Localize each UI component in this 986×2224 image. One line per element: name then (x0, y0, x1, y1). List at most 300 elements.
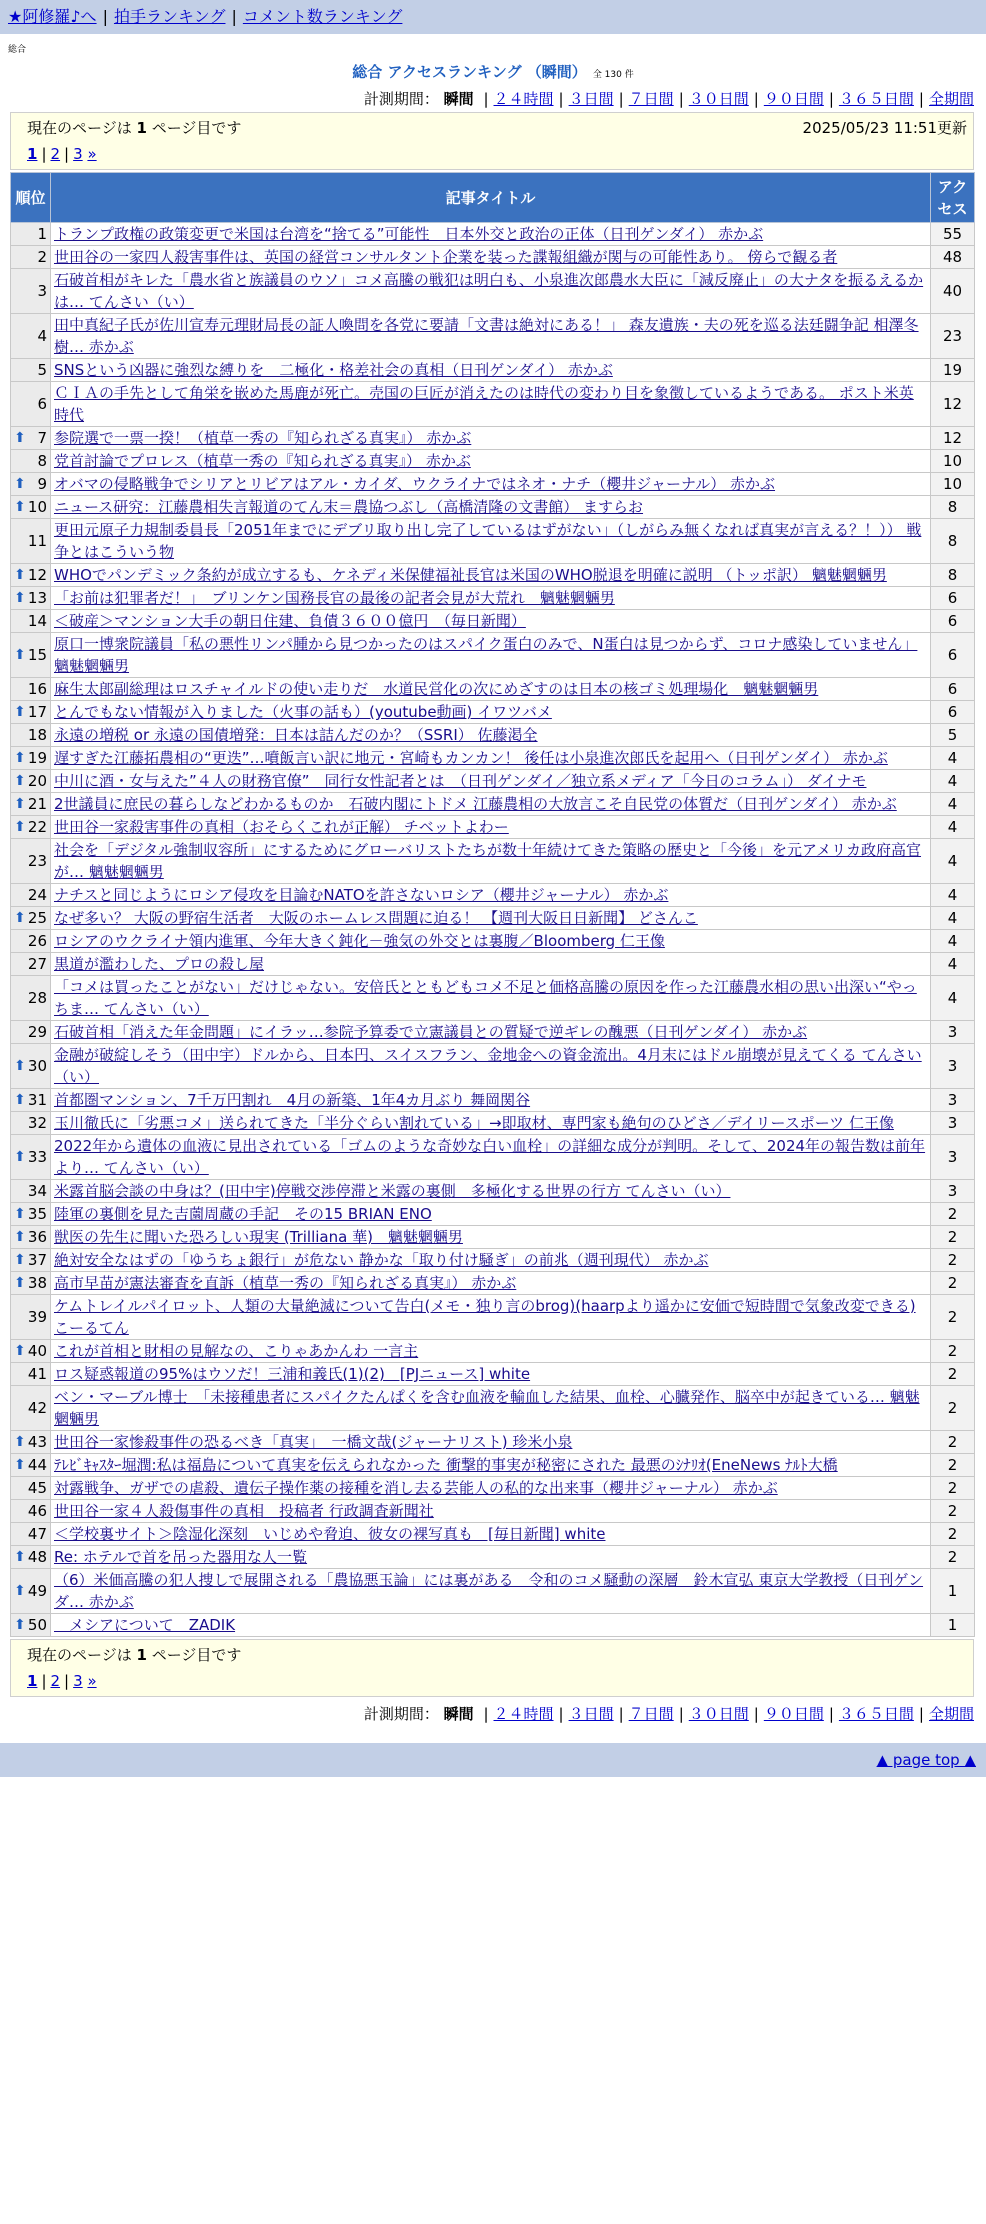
rank-cell (11, 564, 51, 587)
period-option-link[interactable]: ３６５日間 (838, 1705, 914, 1723)
article-title-link[interactable]: 石破首相「消えた年金問題」にイラッ…参院予算委で立憲議員との質疑で逆ギレの醜悪（日刊ゲンダイ） 赤かぶ (54, 1023, 808, 1041)
table-row (11, 564, 975, 587)
period-separator: | (483, 1705, 489, 1723)
arrow-up-icon: ⬆ (14, 1275, 26, 1291)
rank-cell (11, 610, 51, 633)
page-link[interactable]: 3 (73, 1672, 83, 1690)
title-cell (51, 1180, 931, 1203)
rank-cell (11, 427, 51, 450)
arrow-up-icon: ⬆ (14, 1549, 26, 1565)
total-count: 全 130 件 (592, 70, 634, 80)
rank-number: 6 (37, 395, 47, 413)
pager-bottom (10, 1639, 974, 1697)
rank-cell (11, 930, 51, 953)
arrow-up-icon: ⬆ (14, 1343, 26, 1359)
article-title-link[interactable]: 党首討論でプロレス（植草一秀の『知られざる真実』） 赤かぶ (54, 452, 471, 470)
arrow-up-icon: ⬆ (14, 1583, 26, 1599)
article-title-link[interactable]: SNSという凶器に強烈な縛りを 二極化・格差社会の真相（日刊ゲンダイ） 赤かぶ (54, 361, 613, 379)
article-title-link[interactable]: 世田谷一家４人殺傷事件の真相 投稿者 行政調査新聞社 (54, 1502, 434, 1520)
article-title-link[interactable]: 金融が破綻しそう（田中宇）ドルから、日本円、スイスフラン、金地金への資金流出。4月末にはドル崩壊が見えてくる てんさい（い） (54, 1046, 922, 1086)
article-title-link[interactable]: 陸軍の裏側を見た吉薗周蔵の手記 その15 BRIAN ENO (54, 1205, 432, 1223)
arrow-up-icon: ⬆ (14, 1434, 26, 1450)
rank-cell (11, 1500, 51, 1523)
rank-cell (11, 587, 51, 610)
table-row (11, 1431, 975, 1454)
page-title (0, 61, 986, 82)
arrow-up-icon: ⬆ (14, 773, 26, 789)
period-label: 計測期間： (363, 90, 439, 108)
rank-number: 9 (37, 475, 47, 493)
rank-number: 7 (37, 429, 47, 447)
access-count: 3 (931, 1112, 975, 1135)
period-separator: | (828, 90, 834, 108)
article-title-link[interactable]: オバマの侵略戦争でシリアとリビアはアル・カイダ、ウクライナではネオ・ナチ（櫻井ジャーナル） 赤かぶ (54, 475, 776, 493)
table-row (11, 519, 975, 564)
arrow-up-icon: ⬆ (14, 499, 26, 515)
article-title-link[interactable]: 世田谷一家惨殺事件の恐るべき「真実」 一橋文哉(ジャーナリスト) 珍米小泉 (54, 1433, 573, 1451)
access-count: 4 (931, 976, 975, 1021)
rank-cell (11, 1249, 51, 1272)
table-row (11, 1089, 975, 1112)
article-title-link[interactable]: 米露首脳会談の中身は？(田中宇)停戦交渉停滞と米露の裏側 多極化する世界の行方 てんさい（い） (54, 1182, 731, 1200)
rank-number: 16 (27, 680, 47, 698)
ranking-title-text: 総合 アクセスランキング （瞬間） (352, 63, 587, 81)
period-current: 瞬間 (443, 1705, 474, 1723)
rank-number: 45 (27, 1479, 47, 1497)
rank-number: 20 (27, 772, 47, 790)
article-title-link[interactable]: 更田元原子力規制委員長「2051年までにデブリ取り出し完了しているはずがない」（しがらみ無くなれば真実が言える？！）） 戦争とはこういう物 (54, 521, 922, 561)
period-separator: | (483, 90, 489, 108)
rank-number: 37 (27, 1251, 47, 1269)
period-option-link[interactable]: ９０日間 (763, 1705, 824, 1723)
rank-number: 17 (27, 703, 47, 721)
rank-number: 42 (27, 1399, 47, 1417)
article-title-link[interactable]: 世田谷一家殺害事件の真相（おそらくこれが正解） チベットよわー (54, 818, 509, 836)
access-count: 4 (931, 747, 975, 770)
title-cell (51, 1431, 931, 1454)
article-title-link[interactable]: 遅すぎた江藤拓農相の“更迭”…噴飯言い訳に地元・宮崎もカンカン！ 後任は小泉進次郎氏を起用へ（日刊ゲンダイ） 赤かぶ (54, 749, 888, 767)
article-title-link[interactable]: 玉川徹氏に「劣悪コメ」送られてきた「半分ぐらい割れている」→即取材、専門家も絶句のひどさ／デイリースポーツ 仁王像 (54, 1114, 894, 1132)
period-separator: | (678, 1705, 684, 1723)
access-count: 48 (931, 246, 975, 269)
comment-ranking-link[interactable]: コメント数ランキング (242, 7, 403, 26)
period-separator: | (918, 1705, 924, 1723)
rank-cell (11, 724, 51, 747)
period-option-link[interactable]: ９０日間 (763, 90, 824, 108)
article-title-link[interactable]: なぜ多い？ 大阪の野宿生活者 大阪のホームレス問題に迫る！ 【週刊大阪日日新聞】 どさんこ (54, 909, 698, 927)
title-cell (51, 610, 931, 633)
rank-cell (11, 1203, 51, 1226)
access-count: 8 (931, 564, 975, 587)
arrow-up-icon: ⬆ (14, 647, 26, 663)
rank-number: 5 (37, 361, 47, 379)
title-cell (51, 976, 931, 1021)
article-title-link[interactable]: 田中真紀子氏が佐川宣寿元理財局長の証人喚問を各党に要請「文書は絶対にある！」 森友遺族・夫の死を巡る法廷闘争記 相澤冬樹… 赤かぶ (54, 316, 919, 356)
rank-number: 33 (27, 1148, 47, 1166)
title-cell (51, 953, 931, 976)
access-count: 2 (931, 1454, 975, 1477)
title-cell (51, 1226, 931, 1249)
period-option-link[interactable]: ３０日間 (688, 1705, 749, 1723)
access-count: 3 (931, 1135, 975, 1180)
article-title-link[interactable]: 対露戦争、ガザでの虐殺、遺伝子操作薬の接種を消し去る芸能人の私的な出来事（櫻井ジャーナル） 赤かぶ (54, 1479, 778, 1497)
article-title-link[interactable]: Re: ホテルで首を吊った器用な人一覧 (54, 1548, 308, 1566)
access-count: 2 (931, 1386, 975, 1431)
table-row (11, 1249, 975, 1272)
access-count: 6 (931, 701, 975, 724)
arrow-up-icon: ⬆ (14, 1229, 26, 1245)
title-cell (51, 1386, 931, 1431)
title-cell (51, 1477, 931, 1500)
rank-number: 49 (27, 1582, 47, 1600)
table-row (11, 610, 975, 633)
period-separator: | (558, 1705, 564, 1723)
access-count: 1 (931, 1569, 975, 1614)
table-row (11, 1340, 975, 1363)
table-row (11, 587, 975, 610)
page-separator: | (64, 145, 70, 163)
rank-number: 27 (27, 955, 47, 973)
top-nav-bar (0, 0, 986, 34)
table-row (11, 1454, 975, 1477)
access-count: 23 (931, 314, 975, 359)
nav-separator: | (102, 7, 108, 26)
access-count: 10 (931, 450, 975, 473)
table-row (11, 884, 975, 907)
table-row (11, 1044, 975, 1089)
title-cell (51, 907, 931, 930)
table-row (11, 839, 975, 884)
col-title-header: 記事タイトル (51, 173, 931, 223)
title-cell (51, 359, 931, 382)
access-count: 2 (931, 1523, 975, 1546)
article-title-link[interactable]: ﾃﾚﾋﾞｷｬｽﾀｰ堀潤:私は福島について真実を伝えられなかった 衝撃的事実が秘密にされた 最悪のｼﾅﾘｵ(EneNews ﾅﾙﾄ大橋 (54, 1456, 838, 1474)
title-cell (51, 382, 931, 427)
rank-number: 4 (37, 327, 47, 345)
period-option-link[interactable]: ７日間 (628, 90, 674, 108)
period-selector-top (0, 88, 986, 110)
article-title-link[interactable]: 世田谷の一家四人殺害事件は、英国の経営コンサルタント企業を装った諜報組織が関与の可能性あり。 傍らで観る者 (54, 248, 838, 266)
table-row (11, 1500, 975, 1523)
rank-cell (11, 884, 51, 907)
access-count: 4 (931, 907, 975, 930)
page-separator: | (41, 145, 47, 163)
title-cell (51, 816, 931, 839)
period-option-link[interactable]: ３日間 (568, 1705, 614, 1723)
table-row (11, 314, 975, 359)
access-count: 4 (931, 793, 975, 816)
access-count: 2 (931, 1249, 975, 1272)
article-title-link[interactable]: 「お前は犯罪者だ！」 ブリンケン国務長官の最後の記者会見が大荒れ 魑魅魍魎男 (54, 589, 615, 607)
table-row (11, 724, 975, 747)
table-row (11, 1112, 975, 1135)
rank-cell (11, 519, 51, 564)
period-option-link[interactable]: 全期間 (928, 90, 974, 108)
next-page-link[interactable]: » (87, 1672, 97, 1690)
access-count: 3 (931, 1044, 975, 1089)
rank-cell (11, 976, 51, 1021)
rank-number: 21 (27, 795, 47, 813)
page-links (27, 1668, 97, 1694)
title-cell (51, 1454, 931, 1477)
period-option-link[interactable]: 全期間 (928, 1705, 974, 1723)
title-cell (51, 1272, 931, 1295)
article-title-link[interactable]: とんでもない情報が入りました（火事の話も）(youtube動画) イワツバメ (54, 703, 552, 721)
period-separator: | (918, 90, 924, 108)
title-cell (51, 564, 931, 587)
table-row (11, 1180, 975, 1203)
rank-cell (11, 793, 51, 816)
rank-number: 43 (27, 1433, 47, 1451)
updated-timestamp: 2025/05/23 11:51更新 (802, 119, 967, 137)
period-option-link[interactable]: ３６５日間 (838, 90, 914, 108)
table-row (11, 450, 975, 473)
access-count: 12 (931, 427, 975, 450)
rank-number: 8 (37, 452, 47, 470)
period-separator: | (618, 1705, 624, 1723)
title-cell (51, 223, 931, 246)
article-title-link[interactable]: WHOでパンデミック条約が成立するも、ケネディ米保健福祉長官は米国のWHO脱退を明確に説明 （トッポ訳） 魑魅魍魎男 (54, 566, 887, 584)
access-count: 4 (931, 884, 975, 907)
access-count: 2 (931, 1226, 975, 1249)
title-cell (51, 587, 931, 610)
article-title-link[interactable]: 2世議員に庶民の暮らしなどわかるものか 石破内閣にトドメ 江藤農相の大放言こそ自民党の体質だ（日刊ゲンダイ） 赤かぶ (54, 795, 897, 813)
rank-cell (11, 1569, 51, 1614)
rank-cell (11, 1089, 51, 1112)
title-cell (51, 1500, 931, 1523)
table-row (11, 1523, 975, 1546)
rank-number: 15 (27, 646, 47, 664)
period-option-link[interactable]: ３０日間 (688, 90, 749, 108)
article-title-link[interactable]: 社会を「デジタル強制収容所」にするためにグローバリストたちが数十年続けてきた策略の歴史と「今後」を元アメリカ政府高官が… 魑魅魍魎男 (54, 841, 922, 881)
rank-number: 19 (27, 749, 47, 767)
access-count: 19 (931, 359, 975, 382)
access-count: 2 (931, 1546, 975, 1569)
article-title-link[interactable]: ケムトレイルパイロット、人類の大量絶滅について告白(メモ・独り言のbrog)(haarpより遥かに安価で短時間で気象改変できる) こーるてん (54, 1297, 916, 1337)
section-label: 総合 (8, 45, 27, 55)
title-cell (51, 1614, 931, 1637)
table-row (11, 953, 975, 976)
period-label: 計測期間： (363, 1705, 439, 1723)
title-cell (51, 1249, 931, 1272)
rank-cell (11, 269, 51, 314)
arrow-up-icon: ⬆ (14, 1058, 26, 1074)
title-cell (51, 1112, 931, 1135)
page-link[interactable]: 2 (50, 1672, 61, 1690)
title-cell (51, 839, 931, 884)
rank-number: 22 (27, 818, 47, 836)
article-title-link[interactable]: 獣医の先生に聞いた恐ろしい現実 (Trilliana 華) 魑魅魍魎男 (54, 1228, 463, 1246)
table-row (11, 976, 975, 1021)
arrow-up-icon: ⬆ (14, 910, 26, 926)
article-title-link[interactable]: 高市早苗が憲法審査を直訴（植草一秀の『知られざる真実』） 赤かぶ (54, 1274, 517, 1292)
table-row (11, 770, 975, 793)
page-link-current[interactable]: 1 (27, 145, 38, 163)
home-link[interactable]: ★阿修羅♪へ (8, 7, 97, 26)
rank-cell (11, 1477, 51, 1500)
rank-number: 24 (27, 886, 47, 904)
article-title-link[interactable]: 参院選で一票一揆！（植草一秀の『知られざる真実』） 赤かぶ (54, 429, 472, 447)
arrow-up-icon: ⬆ (14, 1252, 26, 1268)
article-title-link[interactable]: ロシアのウクライナ領内進軍、今年大きく鈍化－強気の外交とは裏腹／Bloomberg 仁王像 (54, 932, 665, 950)
rank-number: 12 (27, 566, 47, 584)
title-cell (51, 496, 931, 519)
article-title-link[interactable]: ＣＩＡの手先として角栄を嵌めた馬鹿が死亡。売国の巨匠が消えたのは時代の変わり目を象徴しているようである。 ポスト米英時代 (54, 384, 914, 424)
article-title-link[interactable]: 2022年から遺体の血液に見出されている「ゴムのような奇妙な白い血栓」の詳細な成分が判明。そして、2024年の報告数は前年より… てんさい（い） (54, 1137, 926, 1177)
rank-cell (11, 382, 51, 427)
title-cell (51, 793, 931, 816)
article-title-link[interactable]: 黒道が濫わした、プロの殺し屋 (54, 955, 265, 973)
rank-number: 29 (27, 1023, 47, 1041)
title-cell (51, 1021, 931, 1044)
rank-cell (11, 1180, 51, 1203)
article-title-link[interactable]: メシアについて ZADIK (54, 1616, 236, 1634)
rank-number: 39 (27, 1308, 47, 1326)
title-cell (51, 1546, 931, 1569)
rank-number: 47 (27, 1525, 47, 1543)
access-count: 2 (931, 1340, 975, 1363)
article-title-link[interactable]: 原口一博衆院議員「私の悪性リンパ腫から見つかったのはスパイク蛋白のみで、N蛋白は見つからず、コロナ感染していません」 魑魅魍魎男 (54, 635, 918, 675)
table-row (11, 1386, 975, 1431)
arrow-up-icon: ⬆ (14, 567, 26, 583)
rank-cell (11, 359, 51, 382)
article-title-link[interactable]: これが首相と財相の見解なの、こりゃあかんわ 一言主 (54, 1342, 419, 1360)
access-count: 8 (931, 496, 975, 519)
rank-cell (11, 770, 51, 793)
access-count: 8 (931, 519, 975, 564)
arrow-up-icon: ⬆ (14, 430, 26, 446)
article-title-link[interactable]: 石破首相がキレた「農水省と族議員のウソ」コメ高騰の戦犯は明白も、小泉進次郎農水大臣に「減反廃止」の大ナタを振るえるかは… てんさい（い） (54, 271, 924, 311)
title-cell (51, 473, 931, 496)
period-separator: | (558, 90, 564, 108)
access-count: 4 (931, 770, 975, 793)
title-cell (51, 724, 931, 747)
arrow-up-icon: ⬆ (14, 1206, 26, 1222)
article-title-link[interactable]: ロス疑惑報道の95%はウソだ！三浦和義氏(1)(2) [PJニュース] white (54, 1365, 531, 1383)
access-count: 3 (931, 1089, 975, 1112)
article-title-link[interactable]: トランプ政権の政策変更で米国は台湾を“捨てる”可能性 日本外交と政治の正体（日刊ゲンダイ） 赤かぶ (54, 225, 764, 243)
title-cell (51, 314, 931, 359)
table-row (11, 1569, 975, 1614)
table-row (11, 223, 975, 246)
arrow-up-icon: ⬆ (14, 750, 26, 766)
arrow-up-icon: ⬆ (14, 1092, 26, 1108)
table-row (11, 907, 975, 930)
page-link[interactable]: 2 (50, 145, 61, 163)
article-title-link[interactable]: 「コメは買ったことがない」だけじゃない。安倍氏とともどもコメ不足と価格高騰の原因を作った江藤農水相の思い出深い“やっちま… てんさい（い） (54, 978, 917, 1018)
article-title-link[interactable]: ＜学校裏サイト＞陰湿化深刻 いじめや脅迫、彼女の裸写真も [毎日新聞] white (54, 1525, 606, 1543)
article-title-link[interactable]: 絶対安全なはずの「ゆうちょ銀行」が危ない 静かな「取り付け騒ぎ」の前兆（週刊現代） 赤かぶ (54, 1251, 709, 1269)
rank-cell (11, 1454, 51, 1477)
rank-number: 41 (27, 1365, 47, 1383)
ranking-table (10, 172, 975, 1637)
access-count: 4 (931, 839, 975, 884)
article-title-link[interactable]: 麻生太郎副総理はロスチャイルドの使い走りだ 水道民営化の次にめざすのは日本の核ゴミ処理場化 魑魅魍魎男 (54, 680, 819, 698)
period-option-link[interactable]: ２４時間 (493, 90, 554, 108)
period-option-link[interactable]: ３日間 (568, 90, 614, 108)
title-cell (51, 701, 931, 724)
table-row (11, 1477, 975, 1500)
period-separator: | (753, 90, 759, 108)
rank-cell (11, 1135, 51, 1180)
access-count: 40 (931, 269, 975, 314)
clap-ranking-link[interactable]: 拍手ランキング (113, 7, 226, 26)
rank-cell (11, 816, 51, 839)
rank-cell (11, 496, 51, 519)
access-count: 4 (931, 930, 975, 953)
article-title-link[interactable]: （6）米価高騰の犯人捜しで展開される「農協悪玉論」には裏がある 令和のコメ騒動の深層 鈴木宣弘 東京大学教授（日刊ゲンダ… 赤かぶ (54, 1571, 924, 1611)
page-link-current[interactable]: 1 (27, 1672, 38, 1690)
period-selector-bottom (0, 1703, 986, 1725)
article-title-link[interactable]: ナチスと同じようにロシア侵攻を目論むNATOを許さないロシア（櫻井ジャーナル） 赤かぶ (54, 886, 669, 904)
title-cell (51, 1363, 931, 1386)
table-row (11, 1021, 975, 1044)
title-cell (51, 246, 931, 269)
access-count: 6 (931, 633, 975, 678)
title-cell (51, 1340, 931, 1363)
rank-cell (11, 953, 51, 976)
arrow-up-icon: ⬆ (14, 1617, 26, 1633)
title-cell (51, 450, 931, 473)
next-page-link[interactable]: » (87, 145, 97, 163)
rank-cell (11, 1431, 51, 1454)
rank-number: 2 (37, 248, 47, 266)
access-count: 2 (931, 1295, 975, 1340)
rank-number: 11 (27, 532, 47, 550)
rank-cell (11, 701, 51, 724)
rank-number: 14 (27, 612, 47, 630)
access-count: 55 (931, 223, 975, 246)
access-count: 6 (931, 678, 975, 701)
rank-cell (11, 1295, 51, 1340)
rank-number: 1 (37, 225, 47, 243)
rank-cell (11, 1614, 51, 1637)
pager-top (10, 112, 974, 170)
rank-cell (11, 1272, 51, 1295)
period-option-link[interactable]: ２４時間 (493, 1705, 554, 1723)
article-title-link[interactable]: ニュース研究：江藤農相失言報道のてん末＝農協つぶし（高橋清隆の文書館） ますらお (54, 498, 644, 516)
article-title-link[interactable]: 中川に酒・女与えた”４人の財務官僚” 同行女性記者とは （日刊ゲンダイ／独立系メディア「今日のコラム」） ダイナモ (54, 772, 867, 790)
article-title-link[interactable]: ＜破産＞マンション大手の朝日住建、負債３６００億円 （毎日新聞） (54, 612, 526, 630)
period-option-link[interactable]: ７日間 (628, 1705, 674, 1723)
access-count: 6 (931, 587, 975, 610)
period-separator: | (678, 90, 684, 108)
table-row (11, 1363, 975, 1386)
col-count-header: アクセス (931, 173, 975, 223)
rank-cell (11, 1523, 51, 1546)
rank-cell (11, 473, 51, 496)
article-title-link[interactable]: ベン・マーブル博士 「未接種患者にスパイクたんぱくを含む血液を輸血した結果、血栓、心臓発作、脳卒中が起きている… 魑魅魍魎男 (54, 1388, 920, 1428)
table-row (11, 1546, 975, 1569)
access-count: 2 (931, 1477, 975, 1500)
table-row (11, 269, 975, 314)
table-row (11, 427, 975, 450)
rank-number: 31 (27, 1091, 47, 1109)
rank-number: 44 (27, 1456, 47, 1474)
page-link[interactable]: 3 (73, 145, 83, 163)
table-row (11, 382, 975, 427)
rank-cell (11, 450, 51, 473)
article-title-link[interactable]: 首都圏マンション、7千万円割れ 4月の新築、1年4カ月ぶり 舞岡関谷 (54, 1091, 531, 1109)
rank-cell (11, 246, 51, 269)
article-title-link[interactable]: 永遠の増税 or 永遠の国債増発：日本は詰んだのか？（SSRI） 佐藤渇全 (54, 726, 538, 744)
table-row (11, 1203, 975, 1226)
page-separator: | (64, 1672, 70, 1690)
arrow-up-icon: ⬆ (14, 1457, 26, 1473)
page-top-link[interactable]: ▲ page top ▲ (876, 1751, 976, 1769)
rank-cell (11, 1044, 51, 1089)
arrow-up-icon: ⬆ (14, 819, 26, 835)
